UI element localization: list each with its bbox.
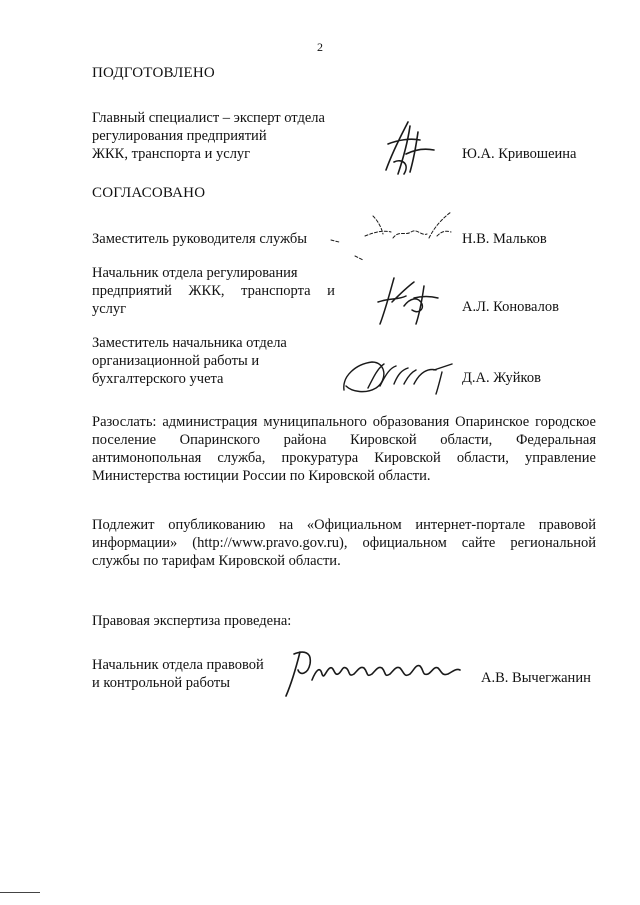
legal-review-position: [92, 656, 264, 692]
position-line: Начальник отдела правовой: [92, 657, 264, 673]
position-line: Начальник отдела регулирования: [92, 265, 298, 281]
legal-review-statement: Правовая экспертиза проведена:: [92, 613, 292, 629]
approver-name: Н.В. Мальков: [462, 231, 547, 247]
approved-heading: СОГЛАСОВАНО: [92, 185, 206, 201]
position-line: организационной работы и: [92, 353, 260, 369]
signature-zhuykov: [338, 350, 458, 400]
publication-paragraph: Подлежит опубликованию на «Официальном интернет-портале правовой информации» (http://www.pravo.gov.ru), официальном сайте региональной службы по тарифам Кировской области.: [92, 517, 596, 569]
position-line: услуг: [92, 301, 127, 317]
position-line: регулирования предприятий: [92, 128, 267, 144]
legal-review-name: А.В. Вычегжанин: [481, 670, 591, 686]
signature-malkov: [325, 206, 465, 266]
signature-vychegzhanin: [282, 640, 466, 702]
corner-mark: [0, 892, 40, 893]
prepared-heading: ПОДГОТОВЛЕНО: [92, 65, 215, 81]
signature-kryvosheina: [380, 118, 440, 180]
approver-name: А.Л. Коновалов: [462, 299, 559, 315]
signature-konovalov: [372, 272, 442, 328]
prepared-position: [92, 109, 325, 163]
approver-position: [92, 264, 335, 318]
page-number: 2: [317, 40, 323, 54]
position-line: и контрольной работы: [92, 675, 230, 691]
position-line: ЖКК, транспорта и услуг: [92, 146, 251, 162]
position-line: предприятий ЖКК, транспорта и: [92, 283, 335, 299]
approver-position: [92, 334, 287, 388]
position-line: Заместитель начальника отдела: [92, 335, 287, 351]
approver-name: Д.А. Жуйков: [462, 370, 541, 386]
distribution-paragraph: Разослать: администрация муниципального образования Опаринское городское поселение Опаринского района Кировской области, Федеральная антимонопольная служба, прокуратура Кировской области, управление Министерства юстиции России по Кировской области.: [92, 414, 596, 484]
prepared-name: Ю.А. Кривошеина: [462, 146, 577, 162]
approver-position: Заместитель руководителя службы: [92, 231, 308, 247]
position-line: бухгалтерского учета: [92, 371, 224, 387]
position-line: Главный специалист – эксперт отдела: [92, 110, 325, 126]
